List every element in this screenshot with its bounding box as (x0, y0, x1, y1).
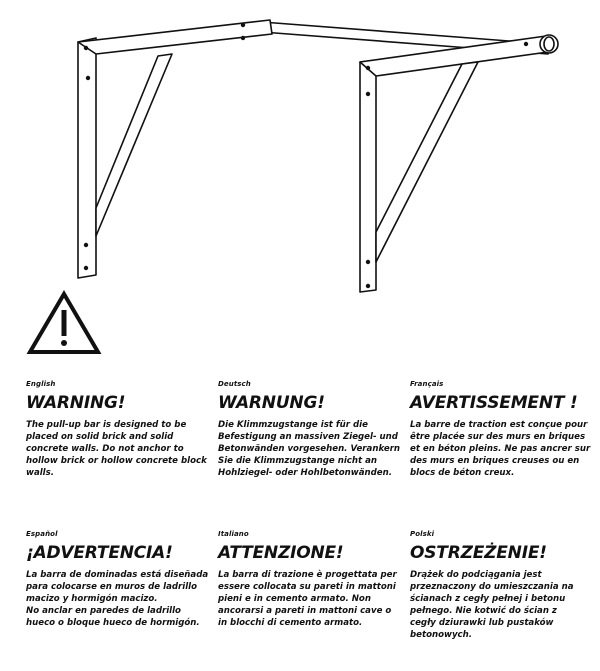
warning-text: La barre de traction est conçue pour être placée sur des murs en briques et en béton pleins. Ne pas ancrer sur des murs en briques creuses ou en blocs de béton creux. (410, 420, 591, 478)
front-diagonal-brace (376, 62, 478, 262)
section-deutsch (218, 380, 408, 479)
warning-heading: WARNUNG! (218, 393, 325, 413)
language-label: Français (410, 380, 444, 388)
language-label: Italiano (218, 530, 249, 538)
warning-text: Die Klimmzugstange ist für die Befestigung an massiven Ziegel- und Betonwänden vorgesehen. Verankern Sie die Klimmzugstange nicht an Hohlziegel- oder Hohlbetonwänden. (218, 420, 401, 478)
warning-triangle-icon (26, 290, 102, 356)
warning-heading: AVERTISSEMENT ! (410, 393, 578, 413)
language-label: Español (26, 530, 58, 538)
section-italiano (218, 530, 408, 629)
section-english (26, 380, 216, 479)
section-polski (410, 530, 600, 641)
pull-up-bar-illustration (0, 0, 600, 300)
warning-text: La barra de dominadas está diseñada para colocarse en muros de ladrillo macizo y hormigón macizo. No anclar en paredes de ladrillo hueco o bloque hueco de hormigón. (26, 570, 209, 628)
warning-heading: ¡ADVERTENCIA! (26, 543, 173, 563)
language-label: Polski (410, 530, 435, 538)
rear-diagonal-brace (96, 54, 172, 236)
language-label: English (26, 380, 56, 388)
warning-text: The pull-up bar is designed to be placed on solid brick and solid concrete walls. Do not anchor to hollow brick or hollow concrete block walls. (26, 420, 207, 478)
language-label: Deutsch (218, 380, 251, 388)
section-espanol (26, 530, 216, 629)
section-francais (410, 380, 600, 479)
warning-heading: WARNING! (26, 393, 126, 413)
warning-text: La barra di trazione è progettata per essere collocata su pareti in mattoni pieni e in cemento armato. Non ancorarsi a pareti in mattoni cave o in blocchi di cemento armato. (218, 570, 397, 628)
warning-text: Drążek do podciągania jest przeznaczony do umieszczania na ścianach z cegły pełnej i betonu pełnego. Nie kotwić do ścian z cegły dziurawki lub pustaków betonowych. (410, 570, 574, 640)
rear-wall-plate (78, 38, 96, 278)
warning-heading: OSTRZEŻENIE! (410, 543, 547, 563)
warning-heading: ATTENZIONE! (218, 543, 344, 563)
